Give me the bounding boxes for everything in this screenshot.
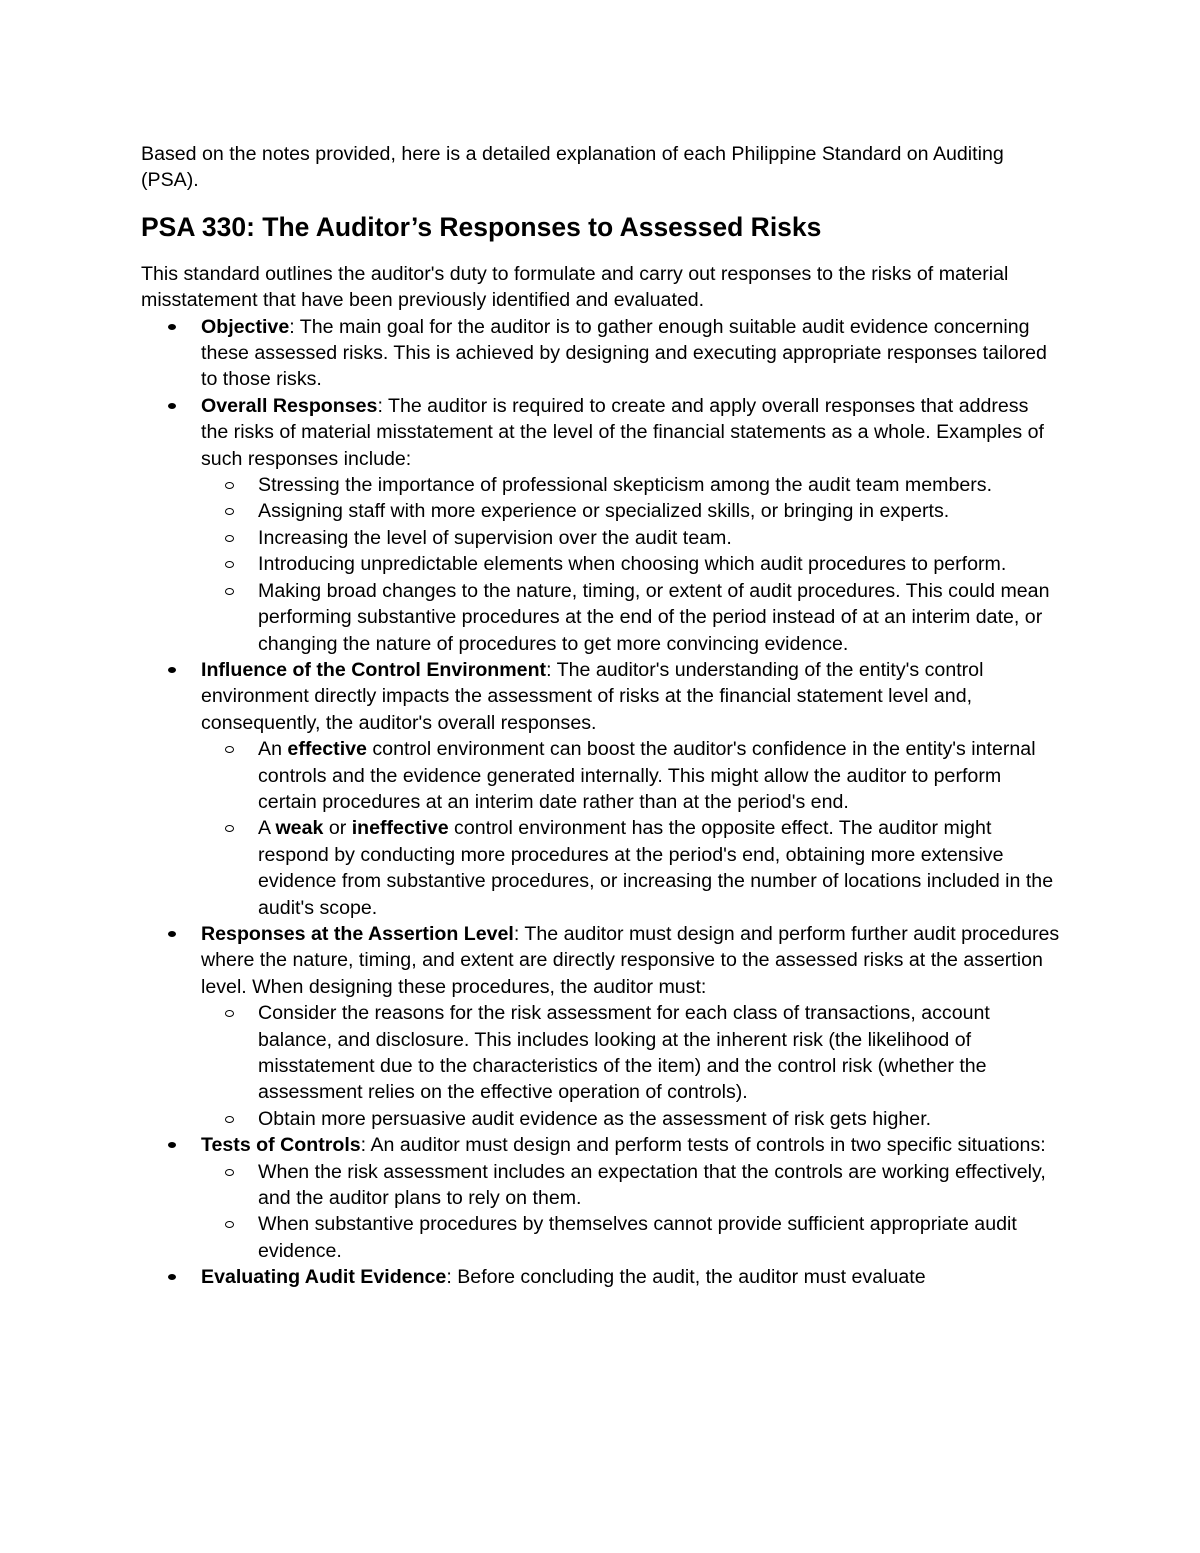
item-text: : The auditor's understanding of the entity's control environment directly impacts the assessment of risks at the financial statement level and, consequently, the auditor's overall responses. bbox=[201, 658, 984, 734]
sub-item-text: control environment has the opposite effect. The auditor might respond by conducting more procedures at the period's end, obtaining more extensive evidence from substantive procedures, or increasing the number of locations included in the audit's scope. bbox=[258, 817, 1054, 919]
main-bullet-list bbox=[141, 314, 1061, 1291]
sub-list-item-effective bbox=[258, 736, 1061, 815]
list-item-evaluating-evidence bbox=[201, 1264, 1061, 1290]
item-term: Responses at the Assertion Level bbox=[201, 922, 514, 945]
sub-list-item: When substantive procedures by themselves cannot provide sufficient appropriate audit evidence. bbox=[258, 1211, 1061, 1264]
sub-item-text: A bbox=[258, 817, 276, 840]
sub-list-item: When the risk assessment includes an expectation that the controls are working effectively, and the auditor plans to rely on them. bbox=[258, 1159, 1061, 1212]
item-text: : An auditor must design and perform tests of controls in two specific situations: bbox=[360, 1134, 1046, 1157]
list-item-objective bbox=[201, 314, 1061, 393]
section-heading: PSA 330: The Auditor’s Responses to Assessed Risks bbox=[141, 211, 822, 242]
list-item-overall-responses bbox=[201, 393, 1061, 657]
sub-bullet-list bbox=[201, 1000, 1061, 1132]
sub-item-emphasis: ineffective bbox=[351, 817, 449, 840]
document-page bbox=[141, 141, 1061, 1291]
item-text: : The auditor is required to create and apply overall responses that address the risks of material misstatement at the level of the financial statements as a whole. Examples of such responses include: bbox=[201, 394, 1044, 470]
item-term: Influence of the Control Environment bbox=[201, 658, 547, 681]
sub-item-emphasis: weak bbox=[275, 817, 324, 840]
item-text: : The main goal for the auditor is to gather enough suitable audit evidence concerning these assessed risks. This is achieved by designing and executing appropriate responses tailored to those risks. bbox=[201, 315, 1047, 391]
sub-list-item: Increasing the level of supervision over the audit team. bbox=[258, 525, 1061, 551]
list-item-control-environment bbox=[201, 657, 1061, 921]
sub-bullet-list bbox=[201, 472, 1061, 657]
sub-item-emphasis: effective bbox=[287, 738, 367, 761]
list-item-tests-of-controls bbox=[201, 1132, 1061, 1264]
list-item-assertion-level bbox=[201, 921, 1061, 1132]
item-text: : The auditor must design and perform further audit procedures where the nature, timing, and extent are directly responsive to the assessed risks at the assertion level. When designing these procedures, the auditor must: bbox=[201, 922, 1060, 998]
sub-list-item: Stressing the importance of professional skepticism among the audit team members. bbox=[258, 472, 1061, 498]
sub-list-item: Introducing unpredictable elements when choosing which audit procedures to perform. bbox=[258, 551, 1061, 577]
item-term: Objective bbox=[201, 315, 290, 338]
item-term: Evaluating Audit Evidence bbox=[201, 1266, 447, 1289]
item-text: : Before concluding the audit, the auditor must evaluate bbox=[446, 1266, 926, 1289]
item-term: Overall Responses bbox=[201, 394, 378, 417]
intro-paragraph: Based on the notes provided, here is a detailed explanation of each Philippine Standard on Auditing (PSA). bbox=[141, 143, 1004, 192]
sub-list-item: Consider the reasons for the risk assessment for each class of transactions, account balance, and disclosure. This includes looking at the inherent risk (the likelihood of misstatement due to the characteristics of the item) and the control risk (whether the assessment relies on the effective operation of controls). bbox=[258, 1000, 1061, 1106]
sub-bullet-list bbox=[201, 736, 1061, 921]
sub-item-text: or bbox=[323, 817, 352, 840]
sub-list-item: Assigning staff with more experience or specialized skills, or bringing in experts. bbox=[258, 498, 1061, 524]
standard-description: This standard outlines the auditor's duty to formulate and carry out responses to the risks of material misstatement that have been previously identified and evaluated. bbox=[141, 262, 1009, 312]
sub-list-item-weak bbox=[258, 815, 1061, 921]
sub-item-text: control environment can boost the auditor's confidence in the entity's internal controls and the evidence generated internally. This might allow the auditor to perform certain procedures at an interim date rather than at the period's end. bbox=[258, 738, 1036, 813]
sub-bullet-list bbox=[201, 1159, 1061, 1265]
item-term: Tests of Controls bbox=[201, 1134, 361, 1157]
sub-item-text: An bbox=[258, 738, 288, 761]
sub-list-item: Obtain more persuasive audit evidence as the assessment of risk gets higher. bbox=[258, 1106, 1061, 1132]
sub-list-item: Making broad changes to the nature, timing, or extent of audit procedures. This could mean performing substantive procedures at the end of the period instead of at an interim date, or changing the nature of procedures to get more convincing evidence. bbox=[258, 578, 1061, 657]
